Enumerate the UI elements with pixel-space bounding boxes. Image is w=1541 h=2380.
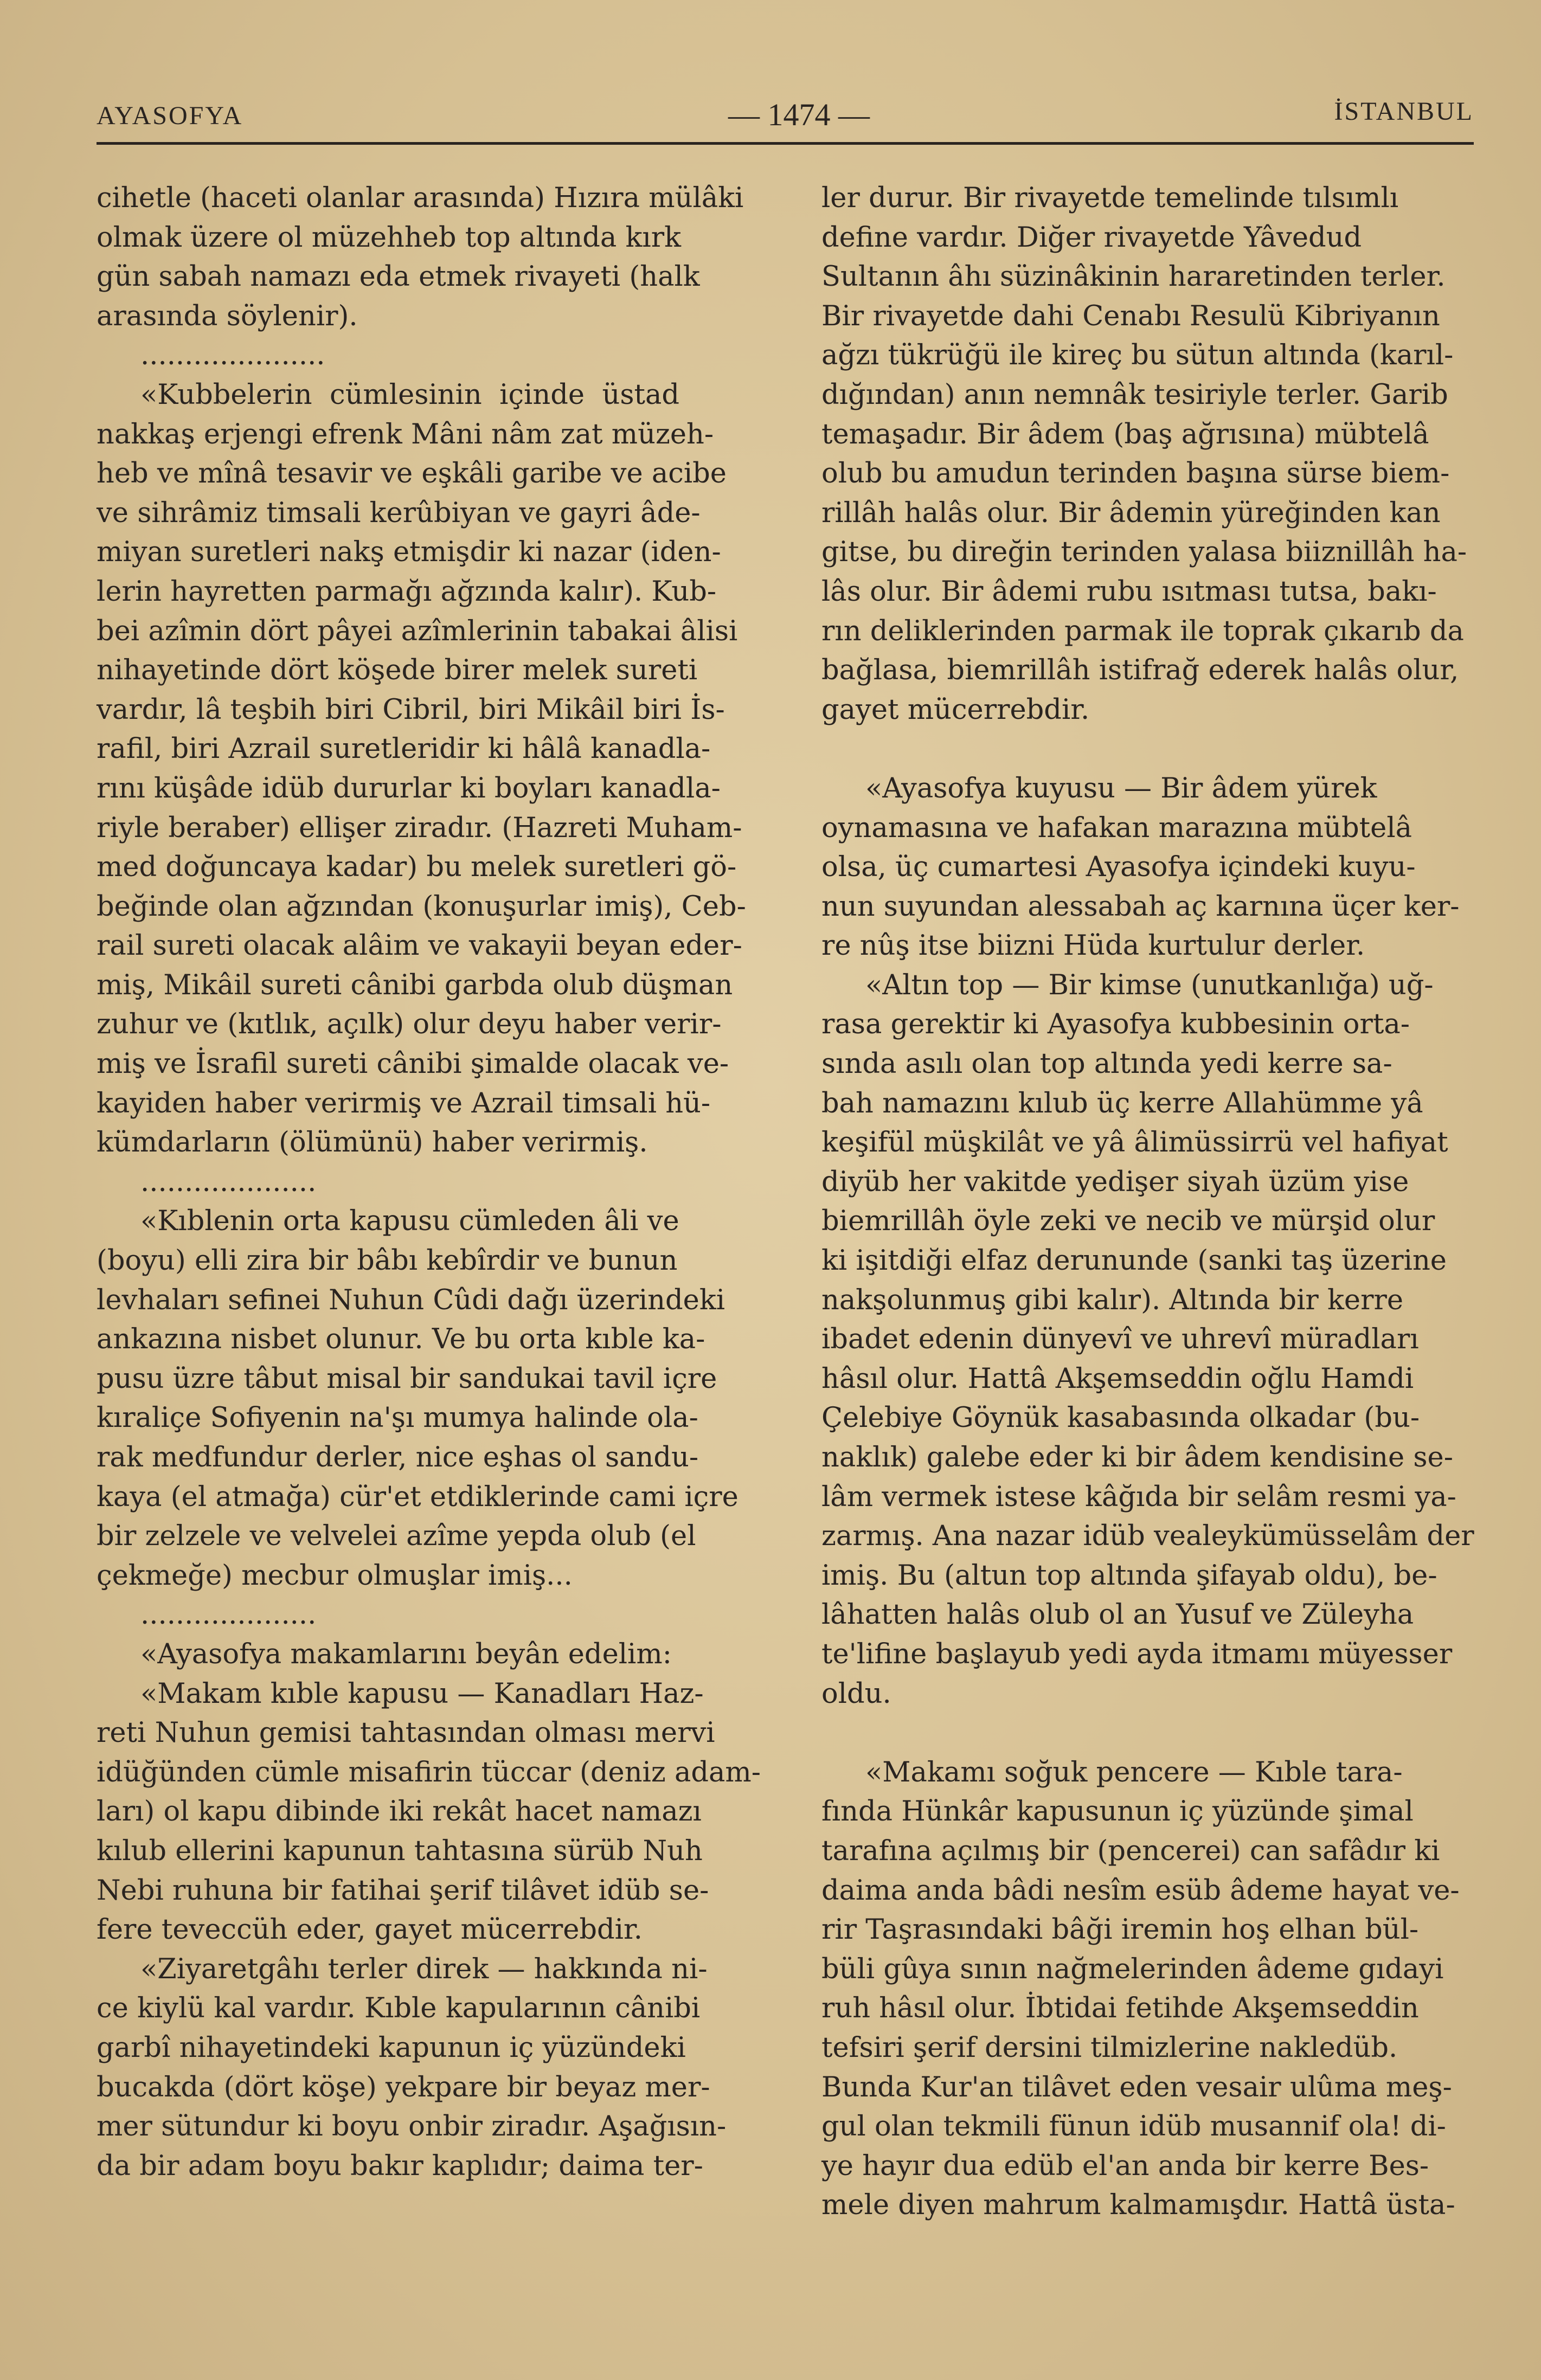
text-line: büli gûya sının nağmelerinden âdeme gıdayi: [821, 1953, 1444, 1985]
text-line: nihayetinde dört köşede birer melek sureti: [97, 654, 698, 687]
text-line: «Kıblenin orta kapusu cümleden âli ve: [97, 1205, 679, 1238]
text-line: biemrillâh öyle zeki ve necib ve mürşid olur: [821, 1205, 1435, 1238]
text-line: Sultanın âhı süzinâkinin hararetinden terler.: [821, 261, 1446, 293]
text-line: kaya (el atmağa) cür'et etdiklerinde cami içre: [97, 1481, 739, 1513]
text-line: lâhatten halâs olub ol an Yusuf ve Züleyha: [821, 1599, 1414, 1631]
text-line: lâm vermek istese kâğıda bir selâm resmi ya-: [821, 1481, 1456, 1513]
text-line: levhaları sefinei Nuhun Cûdi dağı üzerindeki: [97, 1284, 725, 1316]
text-line: imiş. Bu (altun top altında şifayab oldu), be-: [821, 1559, 1437, 1592]
text-line: ce kiylü kal vardır. Kıble kapularının cânibi: [97, 1992, 701, 2025]
text-line: bağlasa, biemrillâh istifrağ ederek halâs olur,: [821, 654, 1459, 687]
text-line: arasında söylenir).: [97, 300, 358, 332]
text-line: tefsiri şerif dersini tilmizlerine nakledüb.: [821, 2031, 1398, 2064]
text-line: «Ayasofya kuyusu — Bir âdem yürek: [821, 772, 1377, 805]
text-line: miş, Mikâil sureti cânibi garbda olub düşman: [97, 969, 733, 1001]
text-line: ağzı tükrüğü ile kireç bu sütun altında (karıl-: [821, 339, 1454, 372]
text-line: reti Nuhun gemisi tahtasından olması mervi: [97, 1717, 715, 1749]
text-line: rir Taşrasındaki bâği iremin hoş elhan bül-: [821, 1914, 1419, 1946]
text-line: bir zelzele ve velvelei azîme yepda olub (el: [97, 1520, 696, 1553]
text-line: ....................: [97, 1166, 317, 1198]
text-line: gün sabah namazı eda etmek rivayeti (halk: [97, 261, 700, 293]
text-line: [821, 1714, 1483, 1753]
text-line: pusu üzre tâbut misal bir sandukai tavil içre: [97, 1362, 717, 1395]
text-line: kıraliçe Sofiyenin na'şı mumya halinde ola-: [97, 1402, 698, 1435]
text-line: keşifül müşkilât ve yâ âlimüssirrü vel hafiyat: [821, 1127, 1448, 1159]
text-line: garbî nihayetindeki kapunun iç yüzündeki: [97, 2031, 686, 2064]
text-line: med doğuncaya kadar) bu melek suretleri gö-: [97, 851, 737, 884]
text-line: mele diyen mahrum kalmamışdır. Hattâ üsta-: [821, 2189, 1455, 2222]
text-line: rasa gerektir ki Ayasofya kubbesinin orta-: [821, 1008, 1410, 1041]
text-line: ki işitdiği elfaz derununde (sanki taş üzerine: [821, 1245, 1447, 1277]
text-line: naklık) galebe eder ki bir âdem kendisine se-: [821, 1442, 1453, 1474]
text-line: heb ve mînâ tesavir ve eşkâli garibe ve acibe: [97, 458, 727, 490]
text-line: nun suyundan alessabah aç karnına üçer ker-: [821, 890, 1460, 923]
text-line: gayet mücerrebdir.: [821, 693, 1090, 726]
text-line: lerin hayretten parmağı ağzında kalır). Kub-: [97, 575, 717, 608]
text-line: ler durur. Bir rivayetde temelinde tılsımlı: [821, 182, 1399, 214]
text-line: Nebi ruhuna bir fatihai şerif tilâvet idüb se-: [97, 1874, 709, 1907]
text-line: miyan suretleri nakş etmişdir ki nazar (iden-: [97, 536, 721, 569]
text-line: olub bu amudun terinden başına sürse biem-: [821, 458, 1450, 490]
text-line: ....................: [97, 1599, 317, 1631]
text-line: kılub ellerini kapunun tahtasına sürüb Nuh: [97, 1835, 703, 1867]
text-line: sında asılı olan top altında yedi kerre sa-: [821, 1048, 1392, 1080]
text-line: olmak üzere ol müzehheb top altında kırk: [97, 221, 681, 254]
text-line: çekmeğe) mecbur olmuşlar imiş...: [97, 1559, 573, 1592]
text-line: «Altın top — Bir kimse (unutkanlığa) uğ-: [821, 969, 1434, 1001]
text-line: vardır, lâ teşbih biri Cibril, biri Mikâil biri İs-: [97, 693, 725, 726]
page-header: [97, 91, 1474, 134]
text-line: «Ziyaretgâhı terler direk — hakkında ni-: [97, 1953, 708, 1985]
text-line: da bir adam boyu bakır kaplıdır; daima ter-: [97, 2150, 703, 2182]
text-line: ankazına nisbet olunur. Ve bu orta kıble ka-: [97, 1323, 705, 1356]
text-line: Çelebiye Göynük kasabasında olkadar (bu-: [821, 1402, 1420, 1435]
text-line: tarafına açılmış bir (pencerei) can safâdır ki: [821, 1835, 1440, 1867]
text-line: rak medfundur derler, nice eşhas ol sandu-: [97, 1442, 699, 1474]
text-line: define vardır. Diğer rivayetde Yâvedud: [821, 221, 1362, 254]
text-line: rafil, biri Azrail suretleridir ki hâlâ kanadla-: [97, 733, 711, 766]
text-line: «Makam kıble kapusu — Kanadları Haz-: [97, 1677, 704, 1710]
text-line: Bunda Kur'an tilâvet eden vesair ulûma meş-: [821, 2071, 1452, 2104]
text-line: [821, 730, 1483, 769]
text-line: rını küşâde idüb dururlar ki boyları kanadla-: [97, 772, 721, 805]
text-line: Bir rivayetde dahi Cenabı Resulü Kibriyanın: [821, 300, 1440, 332]
text-line: ve sihrâmiz timsali kerûbiyan ve gayri âde-: [97, 497, 701, 529]
text-line: ye hayır dua edüb el'an anda bir kerre Bes-: [821, 2150, 1429, 2182]
text-line: .....................: [97, 339, 325, 372]
text-line: «Kubbelerin cümlesinin içinde üstad: [97, 378, 680, 411]
text-line: dığından) anın nemnâk tesiriyle terler. Garib: [821, 378, 1448, 411]
text-line: daima anda bâdi nesîm esüb âdeme hayat ve-: [821, 1874, 1460, 1907]
page-number: — 1474 —: [728, 97, 870, 132]
text-line: «Makamı soğuk pencere — Kıble tara-: [821, 1756, 1403, 1789]
text-line: mer sütundur ki boyu onbir ziradır. Aşağısın-: [97, 2111, 727, 2143]
right-column: [821, 179, 1483, 2225]
text-line: diyüb her vakitde yedişer siyah üzüm yise: [821, 1166, 1409, 1198]
text-line: cihetle (haceti olanlar arasında) Hızıra mülâki: [97, 182, 744, 214]
text-line: idüğünden cümle misafirin tüccar (deniz adam-: [97, 1756, 761, 1789]
text-line: oynamasına ve hafakan marazına mübtelâ: [821, 812, 1412, 844]
text-line: temaşadır. Bir âdem (baş ağrısına) mübtelâ: [821, 418, 1429, 451]
text-line: bucakda (dört köşe) yekpare bir beyaz mer-: [97, 2071, 710, 2104]
text-line: zarmış. Ana nazar idüb vealeykümüsselâm der: [821, 1520, 1474, 1553]
text-line: gul olan tekmili fünun idüb musannif ola! di-: [821, 2111, 1446, 2143]
text-line: ları) ol kapu dibinde iki rekât hacet namazı: [97, 1796, 702, 1828]
text-line: zuhur ve (kıtlık, açılk) olur deyu haber verir-: [97, 1008, 722, 1041]
text-line: oldu.: [821, 1677, 891, 1710]
text-line: olsa, üç cumartesi Ayasofya içindeki kuyu-: [821, 851, 1416, 884]
text-line: rillâh halâs olur. Bir âdemin yüreğinden kan: [821, 497, 1441, 529]
text-line: lâs olur. Bir âdemi rubu ısıtması tutsa, bakı-: [821, 575, 1437, 608]
text-line: riyle beraber) ellişer ziradır. (Hazreti Muham-: [97, 812, 742, 844]
text-line: miş ve İsrafil sureti cânibi şimalde olacak ve-: [97, 1048, 729, 1080]
running-title-right: İSTANBUL: [1334, 97, 1474, 126]
text-line: rail sureti olacak alâim ve vakayii beyan eder-: [97, 930, 742, 962]
text-line: beğinde olan ağzından (konuşurlar imiş), Ceb-: [97, 890, 746, 923]
text-line: gitse, bu direğin terinden yalasa biiznillâh ha-: [821, 536, 1467, 569]
text-line: kayiden haber verirmiş ve Azrail timsali hü-: [97, 1087, 711, 1120]
text-line: re nûş itse biizni Hüda kurtulur derler.: [821, 930, 1365, 962]
text-line: rın deliklerinden parmak ile toprak çıkarıb da: [821, 615, 1464, 647]
text-line: bei azîmin dört pâyei azîmlerinin tabakai âlisi: [97, 615, 738, 647]
text-line: (boyu) elli zira bir bâbı kebîrdir ve bunun: [97, 1245, 678, 1277]
running-title-left: AYASOFYA: [97, 101, 243, 130]
header-rule: [97, 142, 1474, 145]
text-line: nakşolunmuş gibi kalır). Altında bir kerre: [821, 1284, 1404, 1316]
text-line: ruh hâsıl olur. İbtidai fetihde Akşemseddin: [821, 1992, 1419, 2025]
text-line: te'lifine başlayub yedi ayda itmamı müyesser: [821, 1638, 1453, 1670]
text-line: nakkaş erjengi efrenk Mâni nâm zat müzeh-: [97, 418, 714, 451]
text-line: fere teveccüh eder, gayet mücerrebdir.: [97, 1914, 643, 1946]
left-column: [97, 179, 761, 2186]
text-line: bah namazını kılub üç kerre Allahümme yâ: [821, 1087, 1423, 1120]
text-line: «Ayasofya makamlarını beyân edelim:: [97, 1638, 672, 1670]
text-line: fında Hünkâr kapusunun iç yüzünde şimal: [821, 1796, 1414, 1828]
text-line: ibadet edenin dünyevî ve uhrevî müradları: [821, 1323, 1419, 1356]
text-line: kümdarların (ölümünü) haber verirmiş.: [97, 1127, 648, 1159]
text-line: hâsıl olur. Hattâ Akşemseddin oğlu Hamdi: [821, 1362, 1414, 1395]
